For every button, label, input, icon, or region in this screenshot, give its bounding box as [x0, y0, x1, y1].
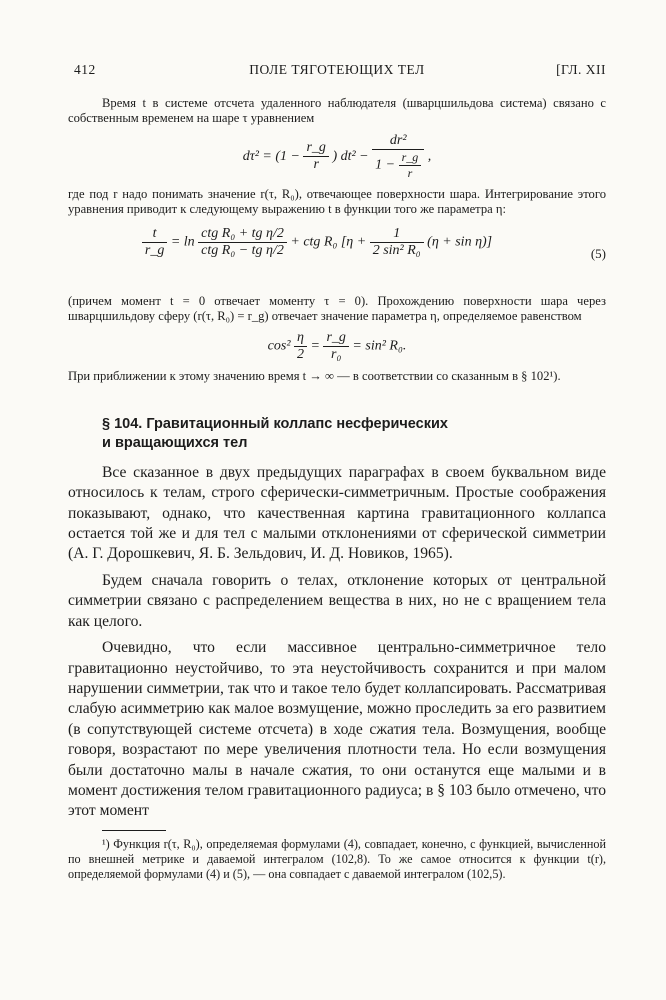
footnote: ¹) Функция r(τ, R₀), определяемая формулами (4), совпадает, конечно, с функцией, вычисленной по внешней метрике и даваемой интегралом (102,8). То же самое относится к функции t(r), определяемой формулами (4) и (5), — она совпадает с даваемой интегралом (102,5).: [68, 836, 606, 881]
eq-cos-eta-fraction: [294, 330, 307, 363]
eq-dtau-dr2: dr²: [372, 133, 424, 150]
eq-cos-two: 2: [297, 347, 305, 363]
equation-cos: [68, 330, 606, 363]
equation-number-5: (5): [590, 245, 606, 261]
eq5-bracket: [η +: [340, 234, 367, 250]
body-paragraph-2: Будем сначала говорить о телах, отклонение которых от центральной симметрии связано с распределением вещества в них, но не с вращением тела как целого.: [68, 571, 606, 630]
equation-5-body: [68, 226, 606, 259]
paragraph-after-eq1: где под r надо понимать значение r(τ, R₀), отвечающее поверхности шара. Интегрирование этого уравнения приводит к следующему выражению t в функции того же параметра η:: [68, 186, 606, 217]
eq5-plus-ctg: + ctg R₀: [290, 234, 338, 250]
eq5-log-den: ctg R₀ − tg η/2: [201, 242, 284, 258]
eq5-lhs-den: r_g: [144, 242, 165, 258]
body-text: [68, 463, 606, 822]
paragraph-after-eq5: (причем момент t = 0 отвечает моменту τ = 0). Прохождению поверхности шара через шварцшильдову сферу (r(τ, R₀) = r_g) отвечает значение параметра η, определяемое равенством: [68, 293, 606, 324]
body-paragraph-1: Все сказанное в двух предыдущих параграфах в своем буквальном виде относилось к телам, строго сферически-симметричным. Простые соображения показывают, однако, что качественная картина гравитационного коллапса остается той же и для тел с малыми отклонениями от сферической симметрии (А. Г. Дорошкевич, Я. Б. Зельдович, И. Д. Новиков, 1965).: [68, 463, 606, 563]
eq5-tail: (η + sin η)]: [427, 234, 493, 250]
eq5-log-fraction: [198, 226, 287, 259]
chapter-label: [ГЛ. XII: [556, 62, 606, 77]
eq5-inner-num: 1: [370, 226, 424, 243]
eq-dtau-one-minus: 1 −: [375, 157, 396, 173]
eq-dtau-r: r: [313, 157, 319, 173]
section-heading: [102, 415, 606, 453]
eq5-log-num: ctg R₀ + tg η/2: [198, 226, 287, 243]
page-number: 412: [74, 62, 96, 77]
eq-dtau-inner-ratio: [399, 150, 422, 181]
footnote-rule: [102, 830, 166, 831]
eq5-lhs-num: t: [142, 226, 167, 243]
eq-cos-r0: r₀: [331, 347, 342, 363]
eq5-lhs: [142, 226, 167, 259]
eq-cos-lhs: cos²: [267, 339, 291, 355]
running-header: [68, 62, 606, 84]
eq-cos-radius-fraction: [323, 330, 348, 363]
section-heading-line2: и вращающихся тел: [102, 434, 248, 451]
book-page: [68, 62, 606, 882]
intro-paragraph: Время t в системе отсчета удаленного наблюдателя (шварцшильдова система) связано с собственным временем на шаре τ уравнением: [68, 96, 606, 126]
paragraph-limit: При приближении к этому значению время t → ∞ — в соответствии со сказанным в § 102¹).: [68, 369, 561, 384]
eq5-ln: = ln: [170, 234, 195, 250]
eq-dtau-lhs: dτ² =: [242, 149, 272, 165]
eq-dtau-dr-fraction: [372, 133, 424, 181]
eq-dtau-ratio: [303, 140, 328, 173]
eq5-inner-den: 2 sin² R₀: [372, 242, 421, 258]
section-heading-line1: § 104. Гравитационный коллапс несферических: [102, 415, 448, 432]
equation-dtau: [68, 133, 606, 181]
eq-cos-rhs: = sin² R₀.: [352, 339, 407, 355]
eq-cos-eta: η: [294, 330, 307, 347]
eq-cos-equals: =: [310, 339, 320, 355]
body-paragraph-3: Очевидно, что если массивное центрально-симметричное тело гравитационно неустойчиво, то эта неустойчивость сохранится и при малом нарушении симметрии, так что и такое тело будет коллапсировать. Рассматривая слабую асимметрию как малое возмущение, можно проследить за его развитием (в сопутствующей системе отсчета) в ходе сжатия тела. Возмущения, вообще говоря, возрастают по мере увеличения плотности тела. Но если возмущения были достаточно малы в начале сжатия, то они останутся еще малыми и в момент достижения телом гравитационного радиуса; в § 103 было отмечено, что этот момент: [68, 639, 606, 820]
equation-5: [68, 226, 606, 288]
eq-cos-rg: r_g: [323, 330, 348, 347]
eq-dtau-close: ) dt² −: [332, 149, 369, 165]
eq-dtau-inner-r: r: [407, 165, 413, 180]
eq-dtau-denominator: [372, 150, 424, 181]
eq-dtau-end: ,: [427, 149, 432, 165]
eq-dtau-inner-rg: r_g: [399, 150, 422, 166]
running-title: ПОЛЕ ТЯГОТЕЮЩИХ ТЕЛ: [249, 62, 425, 77]
eq5-inner-fraction: [370, 226, 424, 259]
eq-dtau-open: (1 −: [275, 149, 300, 165]
eq-dtau-rg: r_g: [303, 140, 328, 157]
